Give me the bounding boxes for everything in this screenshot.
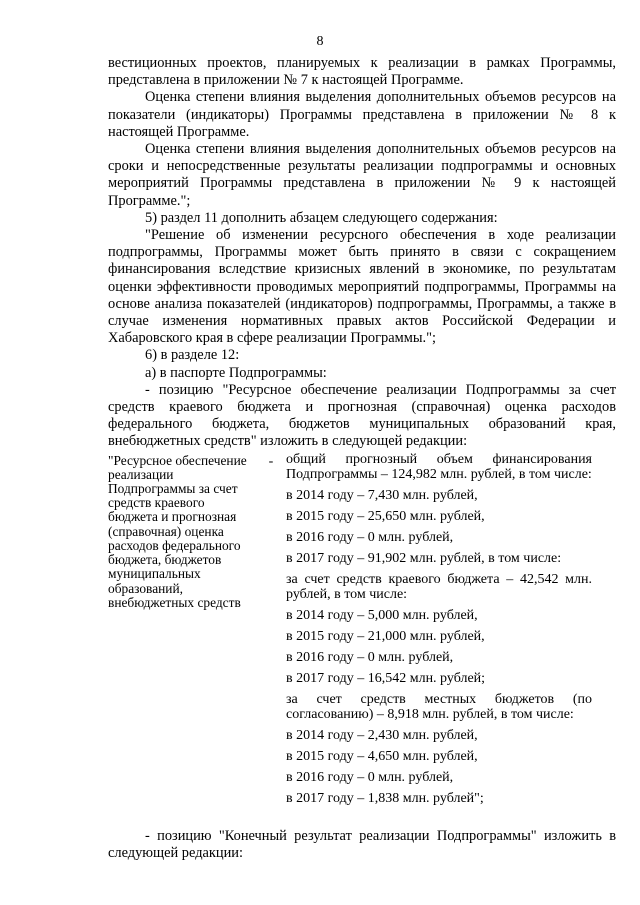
passport-table: [108, 452, 616, 812]
funding-line: за счет средств краевого бюджета – 42,542 млн. рублей, в том числе:: [286, 571, 592, 602]
funding-line: в 2017 году – 91,902 млн. рублей, в том числе:: [286, 550, 562, 566]
paragraph: - позицию "Конечный результат реализации Подпрограммы" изложить в следующей редакции:: [108, 827, 616, 861]
paragraph: 6) в разделе 12:: [145, 347, 240, 364]
paragraph: вестиционных проектов, планируемых к реализации в рамках Программы, представлена в приложении № 7 к настоящей Программе.: [108, 55, 616, 89]
table-dash: -: [268, 453, 274, 469]
funding-line: в 2017 году – 16,542 млн. рублей;: [286, 670, 486, 686]
paragraph: 5) раздел 11 дополнить абзацем следующего содержания:: [145, 209, 498, 226]
paragraph: а) в паспорте Подпрограммы:: [145, 364, 327, 381]
funding-line: в 2014 году – 5,000 млн. рублей,: [286, 607, 478, 623]
table-right-cell: [286, 452, 592, 812]
funding-line: в 2015 году – 25,650 млн. рублей,: [286, 508, 485, 524]
paragraph: - позицию "Ресурсное обеспечение реализации Подпрограммы за счет средств краевого бюджета и прогнозная (справочная) оценка расходов федерального бюджета, бюджетов муниципальных образований края, внебюджетных средств" изложить в следующей редакции:: [108, 381, 616, 450]
paragraph: "Решение об изменении ресурсного обеспечения в ходе реализации подпрограммы, Программы может быть принято в связи с сокращением финансирования вследствие кризисных явлений в экономике, по результатам оценки эффективности проводимых мероприятий подпрограммы, Программы на основе анализа показателей (индикаторов) подпрограммы, Программы, а также в случае изменения нормативных правых актов Российской Федерации и Хабаровского края в сфере реализации Программы.";: [108, 227, 616, 347]
document-body: [108, 55, 616, 862]
funding-line: в 2016 году – 0 млн. рублей,: [286, 529, 454, 545]
funding-line: в 2016 году – 0 млн. рублей,: [286, 649, 454, 665]
funding-line: в 2014 году – 7,430 млн. рублей,: [286, 487, 478, 503]
funding-line: в 2016 году – 0 млн. рублей,: [286, 769, 454, 785]
table-left-cell: "Ресурсное обеспечение реализации Подпрограммы за счет средств краевого бюджета и прогнозная (справочная) оценка расходов федерального бюджета, бюджетов муниципальных образований, внебюджетных средств: [108, 452, 247, 610]
funding-line: в 2015 году – 21,000 млн. рублей,: [286, 628, 485, 644]
funding-line: в 2015 году – 4,650 млн. рублей,: [286, 748, 478, 764]
paragraph: Оценка степени влияния выделения дополнительных объемов ресурсов на показатели (индикаторы) Программы представлена в приложении № 8 к настоящей Программе.: [108, 89, 616, 140]
paragraph: Оценка степени влияния выделения дополнительных объемов ресурсов на сроки и непосредственные результаты реализации подпрограммы и основных мероприятий Программы представлена в приложении № 9 к настоящей Программе.";: [108, 141, 616, 209]
funding-line: в 2017 году – 1,838 млн. рублей";: [286, 790, 484, 806]
funding-line: общий прогнозный объем финансирования Подпрограммы – 124,982 млн. рублей, в том числе:: [286, 451, 592, 482]
funding-line: в 2014 году – 2,430 млн. рублей,: [286, 727, 478, 743]
page-number: 8: [316, 34, 324, 49]
funding-line: за счет средств местных бюджетов (по согласованию) – 8,918 млн. рублей, в том числе:: [286, 691, 592, 722]
